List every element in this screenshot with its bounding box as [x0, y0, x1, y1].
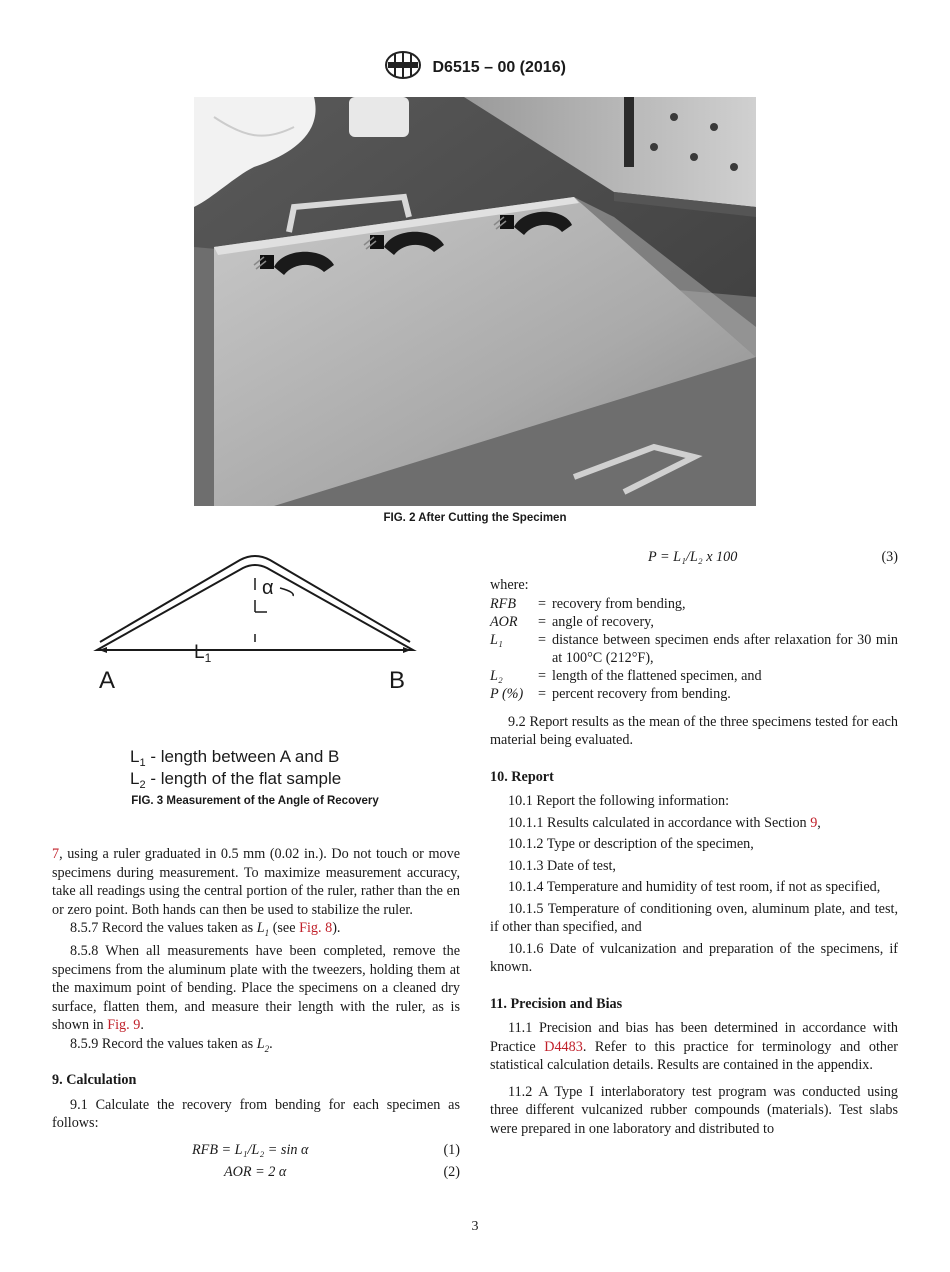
- equation-1-expression: RFB = L₁/L₂ = sin α: [192, 1141, 309, 1158]
- equation-2-expression: AOR = 2 α: [224, 1163, 287, 1180]
- l1-label-subscript: 1: [204, 651, 212, 665]
- left-column: [52, 845, 460, 1185]
- legend-l1-subscript: 1: [139, 757, 146, 769]
- figure-2-photo: [194, 97, 756, 506]
- right-column: [490, 548, 898, 1138]
- paragraph-9-2: 9.2 Report results as the mean of the three specimens tested for each material being evaluated.: [490, 713, 898, 748]
- paragraph-8-5-6-cont: 7, using a ruler graduated in 0.5 mm (0.02 in.). Do not touch or move specimens during measurement. To maximize measurement accuracy, take all readings using the central portion of the ruler, rather than the en or zero point. Both hands can then be used to stabilize the ruler.: [52, 846, 460, 918]
- svg-text:L1: [194, 642, 212, 665]
- equation-2-number: (2): [443, 1163, 460, 1180]
- fig-9-link[interactable]: Fig. 9: [107, 1017, 141, 1034]
- legend-l1-symbol: L: [130, 747, 140, 766]
- paragraph-10-1-4: 10.1.4 Temperature and humidity of test room, if not as specified,: [508, 879, 881, 895]
- equation-1: [52, 1141, 460, 1163]
- paragraph-11-1: 11.1 Precision and bias has been determined in accordance with Practice D4483. Refer to this practice for terminology and other statistical calculation details. Results are contained in the appendix.: [490, 1020, 899, 1073]
- standard-designation: D6515 – 00 (2016): [432, 58, 566, 76]
- definition-row: RFB = recovery from bending,: [490, 595, 686, 612]
- figure-2-caption: FIG. 2 After Cutting the Specimen: [383, 512, 567, 524]
- definition-row: P (%) = percent recovery from bending.: [490, 685, 731, 702]
- page-header: [0, 50, 950, 85]
- alpha-label: α: [262, 577, 274, 599]
- paragraph-10-1-5: 10.1.5 Temperature of conditioning oven, aluminum plate, and test, if other than specified, and: [490, 900, 898, 935]
- paragraph-10-1-6: 10.1.6 Date of vulcanization and preparation of the specimens, if known.: [490, 940, 898, 975]
- paragraph-9-1: 9.1 Calculate the recovery from bending for each specimen as follows:: [52, 1096, 460, 1132]
- paragraph-8-5-9: 8.5.9 Record the values taken as $L_2$.: [70, 1035, 273, 1054]
- paragraph-10-1: 10.1 Report the following information:: [508, 793, 730, 809]
- figure-3-caption: FIG. 3 Measurement of the Angle of Recovery: [131, 795, 379, 807]
- d4483-link[interactable]: D4483: [544, 1038, 583, 1055]
- definition-row: L₁ = distance between specimen ends after relaxation for 30 min at 100°C (212°F),: [490, 631, 898, 666]
- section-9-link[interactable]: 9: [810, 814, 818, 831]
- fig-8-link[interactable]: Fig. 8: [299, 920, 333, 936]
- legend-l2-symbol: L: [130, 769, 140, 788]
- legend-l2-subscript: 2: [139, 779, 146, 790]
- section-10-heading: 10. Report: [490, 768, 554, 785]
- equation-2: [52, 1163, 460, 1185]
- page-number: 3: [471, 1219, 479, 1234]
- paragraph-11-2: 11.2 A Type I interlaboratory test program was conducted using three different vulcanized rubber compounds (materials). Test slabs were prepared in one laboratory and distributed to: [490, 1083, 898, 1137]
- section-7-link[interactable]: 7: [52, 846, 60, 862]
- figure-3-diagram: [55, 540, 455, 790]
- svg-text:L1 - length between A and B: [130, 747, 339, 769]
- where-label: where:: [490, 577, 529, 593]
- paragraph-10-1-1: 10.1.1 Results calculated in accordance with Section 9,: [508, 814, 821, 831]
- l1-label: L: [194, 642, 205, 663]
- equation-3: [490, 548, 898, 570]
- legend-l1-text: - length between A and B: [145, 747, 340, 766]
- equation-3-expression: P = L₁/L₂ x 100: [648, 549, 738, 565]
- legend-l2-text: - length of the flat sample: [145, 769, 342, 788]
- equation-3-number: (3): [881, 549, 898, 565]
- astm-logo: [384, 50, 422, 85]
- svg-text:L2 - length of the flat sample: [130, 769, 341, 790]
- equation-1-number: (1): [443, 1141, 460, 1158]
- definition-row: L₂ = length of the flattened specimen, and: [490, 667, 762, 684]
- definition-row: AOR = angle of recovery,: [490, 613, 654, 630]
- paragraph-10-1-3: 10.1.3 Date of test,: [508, 857, 616, 874]
- point-b-label: B: [389, 667, 406, 694]
- paragraph-8-5-8: 8.5.8 When all measurements have been completed, remove the specimens from the aluminum plate with the tweezers, holding them at the maximum point of bending. Place the specimens on a cleaned dry surface, flatten them, and measure their length with the ruler, as is shown in Fig. 9.: [52, 943, 460, 1034]
- point-a-label: A: [99, 667, 116, 694]
- paragraph-10-1-2: 10.1.2 Type or description of the specimen,: [508, 836, 754, 852]
- paragraph-8-5-7: 8.5.7 Record the values taken as $L_1$ (see Fig. 8).: [70, 920, 341, 938]
- definitions-table: [490, 595, 898, 703]
- section-9-heading: 9. Calculation: [52, 1072, 137, 1089]
- section-11-heading: 11. Precision and Bias: [490, 995, 623, 1012]
